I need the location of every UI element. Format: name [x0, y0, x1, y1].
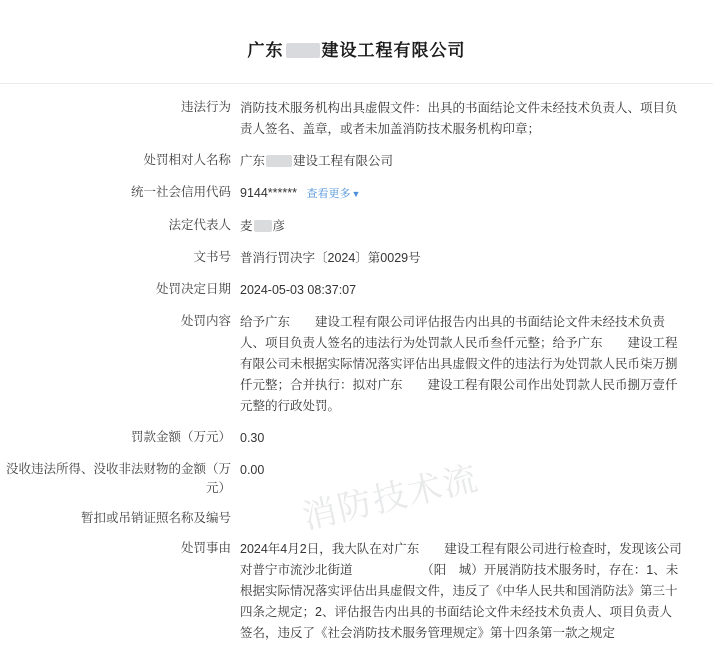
field-label: 处罚相对人名称 — [143, 153, 231, 167]
party-name-suffix: 建设工程有限公司 — [293, 154, 394, 168]
field-label: 文书号 — [193, 250, 231, 264]
field-label: 暂扣或吊销证照名称及编号 — [80, 511, 231, 525]
field-label: 统一社会信用代码 — [130, 185, 231, 199]
field-value — [240, 216, 697, 237]
field-row-violation — [0, 98, 697, 140]
watermark: 消防技术流 — [299, 460, 483, 537]
credit-code-value: 9144****** — [240, 186, 297, 200]
chevron-down-icon: ▼ — [351, 189, 361, 199]
field-row-credit-code — [0, 183, 697, 205]
view-more-link[interactable] — [306, 188, 360, 200]
field-value: 0.30 — [240, 431, 265, 445]
field-label: 没收违法所得、没收非法财物的金额（万元） — [5, 462, 231, 495]
legal-rep-prefix: 麦 — [240, 219, 253, 233]
field-row-fine-amount — [0, 428, 697, 449]
field-value — [240, 151, 697, 172]
field-row-decision-date — [0, 280, 697, 301]
field-row-document-number — [0, 248, 697, 269]
field-row-confiscation-amount — [0, 460, 697, 498]
field-label: 处罚内容 — [180, 314, 231, 328]
page-title-prefix: 广东 — [247, 41, 284, 60]
field-row-party-name — [0, 151, 697, 172]
field-label: 处罚决定日期 — [155, 282, 231, 296]
field-value: 2024年4月2日，我大队在对广东 建设工程有限公司进行检查时，发现该公司对普宁市流沙北街道 （阳 城）开展消防技术服务时，存在：1、未根据实际情况落实评估出具虚假文件，违反了《中华人民共和国消防法》第三十四条之规定；2、评估报告内出具的书面结论文件未经技术负责人、项目负责人签名，违反了《社会消防技术服务管理规定》第十四条第一款之规定 — [240, 542, 682, 640]
field-value: 2024-05-03 08:37:07 — [240, 283, 357, 297]
field-row-penalty-reason — [0, 539, 697, 644]
field-value: 消防技术服务机构出具虚假文件：出具的书面结论文件未经技术负责人、项目负责人签名、盖章，或者未加盖消防技术服务机构印章； — [240, 101, 678, 136]
redaction-mask — [266, 155, 292, 167]
detail-field-list — [0, 98, 713, 644]
legal-rep-suffix: 彦 — [272, 219, 286, 233]
field-label: 处罚事由 — [180, 541, 231, 555]
party-name-prefix: 广东 — [240, 154, 266, 168]
title-divider — [0, 83, 713, 84]
field-row-legal-rep — [0, 216, 697, 237]
view-more-label: 查看更多 — [306, 188, 351, 200]
field-row-penalty-content — [0, 312, 697, 417]
page-title-suffix: 建设工程有限公司 — [321, 41, 466, 60]
field-label: 法定代表人 — [168, 218, 231, 232]
field-value: 普消行罚决字〔2024〕第0029号 — [240, 251, 421, 265]
field-value: 0.00 — [240, 463, 265, 477]
field-label: 违法行为 — [180, 100, 231, 114]
field-label: 罚款金额（万元） — [130, 430, 231, 444]
page-title — [0, 0, 713, 83]
field-value: 给予广东 建设工程有限公司评估报告内出具的书面结论文件未经技术负责人、项目负责人签名的违法行为处罚款人民币叁仟元整；给予广东 建设工程有限公司未根据实际情况落实评估出具虚假文件的违法行为处罚款人民币柒万捌仟元整；合并执行：拟对广东 建设工程有限公司作出处罚款人民币捌万壹仟元整的行政处罚。 — [240, 315, 678, 413]
field-row-suspended-license — [0, 509, 697, 528]
field-value — [240, 183, 697, 205]
redaction-mask — [254, 220, 272, 232]
redaction-mask — [286, 43, 320, 58]
